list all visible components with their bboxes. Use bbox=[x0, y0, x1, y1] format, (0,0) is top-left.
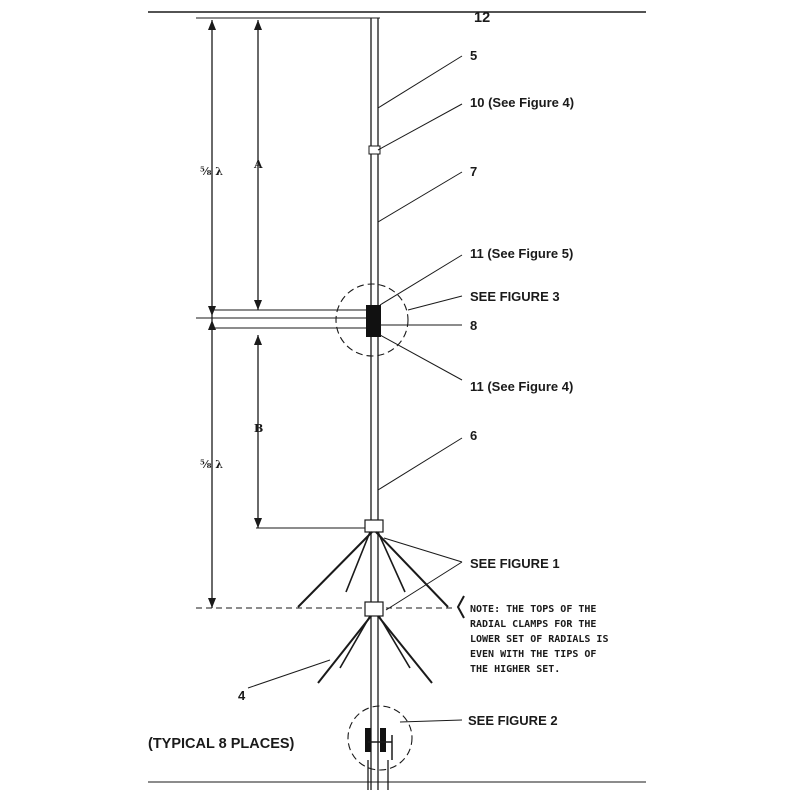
upper-radial-clamp bbox=[365, 520, 383, 532]
see-figure-2-label: SEE FIGURE 2 bbox=[468, 713, 558, 728]
note-line: RADIAL CLAMPS FOR THE bbox=[470, 619, 597, 630]
leader-lines bbox=[248, 56, 464, 722]
part-6-label: 6 bbox=[470, 428, 478, 443]
note-line: LOWER SET OF RADIALS IS bbox=[470, 634, 609, 645]
see-figure-3-label: SEE FIGURE 3 bbox=[470, 289, 560, 304]
lower-radial-clamp bbox=[365, 602, 383, 616]
part-12-label: 12 bbox=[474, 10, 491, 26]
typical-8-places-label: (TYPICAL 8 PLACES) bbox=[148, 736, 295, 752]
part-10-label: 10 (See Figure 4) bbox=[470, 95, 575, 110]
lower-radials bbox=[318, 616, 432, 683]
note-line: NOTE: THE TOPS OF THE bbox=[470, 604, 597, 615]
antenna-mast bbox=[365, 18, 383, 790]
part-4-label: 4 bbox=[238, 688, 246, 703]
part-11-upper-label: 11 (See Figure 5) bbox=[470, 246, 574, 261]
note-line: THE HIGHER SET. bbox=[470, 664, 561, 675]
part-8-label: 8 bbox=[470, 318, 478, 333]
upper-radials bbox=[298, 532, 448, 607]
upper-wavelength-label: ⁵⁄₈ λ bbox=[200, 165, 224, 178]
dimension-b-label: B bbox=[254, 422, 264, 435]
wavelength-dimension-lines bbox=[208, 20, 262, 608]
see-figure-1-label: SEE FIGURE 1 bbox=[470, 556, 560, 571]
part-7-label: 7 bbox=[470, 164, 478, 179]
center-insulator bbox=[366, 305, 381, 337]
part-5-label: 5 bbox=[470, 48, 478, 63]
lower-wavelength-label: ⁵⁄₈ λ bbox=[200, 458, 224, 471]
note-line: EVEN WITH THE TIPS OF bbox=[470, 649, 597, 660]
dimension-a-label: A bbox=[254, 158, 263, 171]
extension-lines bbox=[196, 18, 456, 608]
radial-clamp-note bbox=[470, 604, 608, 675]
part-11-lower-label: 11 (See Figure 4) bbox=[470, 379, 574, 394]
